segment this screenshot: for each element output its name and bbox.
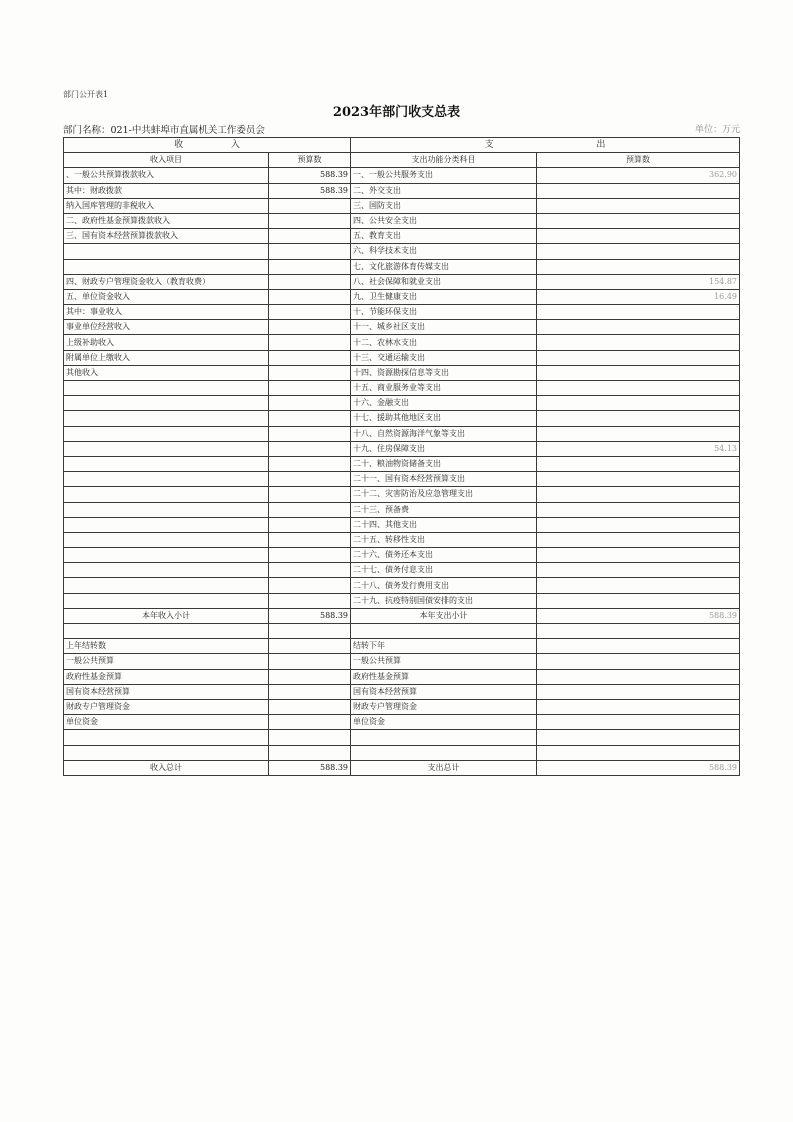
income-budget-cell: [269, 365, 351, 380]
expense-budget-cell: [537, 411, 740, 426]
income-item-header: 收入项目: [64, 153, 269, 168]
expense-budget-cell: [537, 472, 740, 487]
expense-item-cell: 十八、自然资源海洋气象等支出: [351, 426, 537, 441]
income-item-cell: 三、国有资本经营预算拨款收入: [64, 229, 269, 244]
table-row: [64, 396, 740, 411]
income-budget-cell: [269, 350, 351, 365]
expense-item-cell: 单位资金: [351, 715, 537, 730]
expense-budget-cell: [537, 305, 740, 320]
table-row: [64, 441, 740, 456]
expense-item-cell: 九、卫生健康支出: [351, 289, 537, 304]
income-item-cell: [64, 578, 269, 593]
expense-budget-cell: [537, 487, 740, 502]
expense-item-cell: [351, 745, 537, 760]
expense-item-cell: 二十、粮油物资储备支出: [351, 456, 537, 471]
income-budget-cell: [269, 532, 351, 547]
income-item-cell: 一般公共预算: [64, 654, 269, 669]
table-row: [64, 745, 740, 760]
income-item-cell: 二、政府性基金预算拨款收入: [64, 213, 269, 228]
income-section-header: 收 入: [64, 138, 351, 153]
income-budget-cell: [269, 441, 351, 456]
budget-summary-table: [63, 137, 740, 776]
expense-item-cell: 二、外交支出: [351, 183, 537, 198]
income-item-cell: [64, 624, 269, 639]
income-item-cell: 国有资本经营预算: [64, 684, 269, 699]
income-budget-cell: [269, 229, 351, 244]
income-item-cell: 财政专户管理资金: [64, 699, 269, 714]
table-row: [64, 487, 740, 502]
expense-budget-cell: 16.49: [537, 289, 740, 304]
table-row: [64, 168, 740, 183]
expense-budget-cell: [537, 365, 740, 380]
expense-budget-cell: [537, 502, 740, 517]
income-item-cell: 其他收入: [64, 365, 269, 380]
expense-item-cell: 二十一、国有资本经营预算支出: [351, 472, 537, 487]
income-item-cell: 事业单位经营收入: [64, 320, 269, 335]
income-budget-cell: [269, 335, 351, 350]
expense-budget-cell: [537, 563, 740, 578]
expense-budget-cell: [537, 730, 740, 745]
expense-item-cell: 十四、资源勘探信息等支出: [351, 365, 537, 380]
expense-budget-cell: 54.13: [537, 441, 740, 456]
expense-budget-cell: [537, 335, 740, 350]
expense-budget-cell: [537, 699, 740, 714]
table-row: [64, 411, 740, 426]
table-row: [64, 472, 740, 487]
expense-item-cell: 一般公共预算: [351, 654, 537, 669]
expense-item-cell: 五、教育支出: [351, 229, 537, 244]
expense-budget-cell: [537, 320, 740, 335]
income-item-cell: 其中：财政拨款: [64, 183, 269, 198]
expense-item-cell: 一、一般公共服务支出: [351, 168, 537, 183]
expense-budget-header: 预算数: [537, 153, 740, 168]
income-budget-cell: [269, 198, 351, 213]
table-row: [64, 578, 740, 593]
income-item-cell: 纳入国库管理的非税收入: [64, 198, 269, 213]
income-item-cell: [64, 532, 269, 547]
expense-item-cell: 二十四、其他支出: [351, 517, 537, 532]
expense-item-cell: 二十八、债务发行费用支出: [351, 578, 537, 593]
income-item-cell: 本年收入小计: [64, 608, 269, 623]
income-budget-cell: [269, 305, 351, 320]
expense-item-cell: 十九、住房保障支出: [351, 441, 537, 456]
expense-budget-cell: [537, 593, 740, 608]
expense-item-cell: 八、社会保障和就业支出: [351, 274, 537, 289]
income-item-cell: [64, 593, 269, 608]
expense-item-cell: 二十二、灾害防治及应急管理支出: [351, 487, 537, 502]
expense-item-cell: 二十九、抗疫特别国债安排的支出: [351, 593, 537, 608]
income-item-cell: [64, 563, 269, 578]
expense-item-cell: 国有资本经营预算: [351, 684, 537, 699]
table-row: [64, 213, 740, 228]
income-budget-cell: [269, 244, 351, 259]
table-row: [64, 715, 740, 730]
income-budget-cell: [269, 213, 351, 228]
income-budget-cell: [269, 396, 351, 411]
income-budget-cell: [269, 456, 351, 471]
expense-item-cell: 七、文化旅游体育传媒支出: [351, 259, 537, 274]
income-item-cell: [64, 244, 269, 259]
expense-budget-cell: [537, 456, 740, 471]
income-budget-cell: [269, 381, 351, 396]
income-item-cell: [64, 730, 269, 745]
table-row: [64, 684, 740, 699]
income-budget-cell: [269, 624, 351, 639]
income-budget-cell: [269, 517, 351, 532]
table-row: [64, 669, 740, 684]
table-row: [64, 259, 740, 274]
expense-budget-cell: [537, 669, 740, 684]
table-row: [64, 730, 740, 745]
income-budget-cell: [269, 684, 351, 699]
income-budget-cell: [269, 487, 351, 502]
income-budget-header: 预算数: [269, 153, 351, 168]
unit-label: 单位：万元: [695, 125, 741, 135]
expense-budget-cell: [537, 244, 740, 259]
page-title: 2023年部门收支总表: [332, 105, 461, 120]
expense-budget-cell: 362.90: [537, 168, 740, 183]
department-name: 部门名称：021-中共蚌埠市直属机关工作委员会: [63, 125, 265, 136]
expense-item-cell: 结转下年: [351, 639, 537, 654]
income-item-cell: 四、财政专户管理资金收入（教育收费）: [64, 274, 269, 289]
table-row: [64, 320, 740, 335]
income-item-cell: 、一般公共预算拨款收入: [64, 168, 269, 183]
expense-item-cell: [351, 730, 537, 745]
income-item-cell: [64, 411, 269, 426]
income-item-cell: [64, 456, 269, 471]
table-row: [64, 517, 740, 532]
table-row: [64, 381, 740, 396]
header-row-columns: [64, 153, 740, 168]
income-budget-cell: [269, 669, 351, 684]
expense-item-cell: 二十七、债务付息支出: [351, 563, 537, 578]
income-item-cell: [64, 472, 269, 487]
expense-budget-cell: 154.87: [537, 274, 740, 289]
expense-item-cell: 二十五、转移性支出: [351, 532, 537, 547]
expense-section-header: 支 出: [351, 138, 740, 153]
table-row: [64, 548, 740, 563]
income-budget-cell: [269, 502, 351, 517]
income-budget-cell: [269, 320, 351, 335]
expense-budget-cell: [537, 578, 740, 593]
expense-budget-cell: 588.39: [537, 608, 740, 623]
income-item-cell: [64, 502, 269, 517]
table-row: [64, 654, 740, 669]
table-row: [64, 229, 740, 244]
expense-item-cell: 十、节能环保支出: [351, 305, 537, 320]
table-row: [64, 350, 740, 365]
table-body: [64, 168, 740, 776]
income-budget-cell: 588.39: [269, 183, 351, 198]
expense-budget-cell: [537, 259, 740, 274]
income-item-cell: [64, 745, 269, 760]
income-budget-cell: 588.39: [269, 608, 351, 623]
expense-item-cell: 支出总计: [351, 760, 537, 775]
expense-item-header: 支出功能分类科目: [351, 153, 537, 168]
expense-budget-cell: [537, 639, 740, 654]
expense-item-cell: 十七、援助其他地区支出: [351, 411, 537, 426]
income-item-cell: 上年结转数: [64, 639, 269, 654]
income-budget-cell: [269, 548, 351, 563]
table-row: [64, 760, 740, 775]
income-budget-cell: [269, 274, 351, 289]
table-row: [64, 244, 740, 259]
table-row: [64, 563, 740, 578]
expense-item-cell: 十三、交通运输支出: [351, 350, 537, 365]
income-item-cell: 附属单位上缴收入: [64, 350, 269, 365]
expense-item-cell: 十二、农林水支出: [351, 335, 537, 350]
expense-item-cell: 二十三、预备费: [351, 502, 537, 517]
income-item-cell: [64, 487, 269, 502]
expense-budget-cell: [537, 548, 740, 563]
table-row: [64, 365, 740, 380]
income-item-cell: [64, 548, 269, 563]
expense-budget-cell: [537, 350, 740, 365]
expense-item-cell: 十一、城乡社区支出: [351, 320, 537, 335]
table-row: [64, 593, 740, 608]
income-budget-cell: [269, 593, 351, 608]
income-budget-cell: [269, 411, 351, 426]
income-item-cell: [64, 381, 269, 396]
expense-item-cell: 政府性基金预算: [351, 669, 537, 684]
expense-item-cell: 四、公共安全支出: [351, 213, 537, 228]
income-budget-cell: [269, 426, 351, 441]
income-budget-cell: [269, 699, 351, 714]
table-row: [64, 305, 740, 320]
expense-budget-cell: [537, 517, 740, 532]
table-row: [64, 456, 740, 471]
expense-item-cell: 财政专户管理资金: [351, 699, 537, 714]
income-budget-cell: [269, 639, 351, 654]
expense-budget-cell: 588.39: [537, 760, 740, 775]
expense-item-cell: [351, 624, 537, 639]
income-item-cell: 其中：事业收入: [64, 305, 269, 320]
expense-item-cell: 六、科学技术支出: [351, 244, 537, 259]
income-budget-cell: [269, 715, 351, 730]
table-row: [64, 289, 740, 304]
expense-budget-cell: [537, 624, 740, 639]
expense-budget-cell: [537, 198, 740, 213]
income-budget-cell: [269, 472, 351, 487]
expense-budget-cell: [537, 426, 740, 441]
expense-budget-cell: [537, 532, 740, 547]
expense-budget-cell: [537, 229, 740, 244]
income-budget-cell: [269, 730, 351, 745]
income-item-cell: 五、单位资金收入: [64, 289, 269, 304]
table-row: [64, 183, 740, 198]
income-budget-cell: [269, 563, 351, 578]
table-row: [64, 608, 740, 623]
income-budget-cell: [269, 289, 351, 304]
expense-budget-cell: [537, 715, 740, 730]
income-budget-cell: [269, 578, 351, 593]
expense-item-cell: 十六、金融支出: [351, 396, 537, 411]
expense-budget-cell: [537, 213, 740, 228]
table-row: [64, 335, 740, 350]
income-item-cell: 单位资金: [64, 715, 269, 730]
expense-budget-cell: [537, 381, 740, 396]
income-item-cell: 上级补助收入: [64, 335, 269, 350]
income-item-cell: [64, 396, 269, 411]
expense-item-cell: 三、国防支出: [351, 198, 537, 213]
income-budget-cell: [269, 259, 351, 274]
income-budget-cell: 588.39: [269, 760, 351, 775]
table-row: [64, 274, 740, 289]
expense-item-cell: 十五、商业服务业等支出: [351, 381, 537, 396]
income-item-cell: [64, 517, 269, 532]
header-row-sections: [64, 138, 740, 153]
table-row: [64, 699, 740, 714]
expense-budget-cell: [537, 684, 740, 699]
table-row: [64, 624, 740, 639]
table-row: [64, 532, 740, 547]
table-row: [64, 502, 740, 517]
income-item-cell: [64, 259, 269, 274]
income-item-cell: 收入总计: [64, 760, 269, 775]
table-row: [64, 639, 740, 654]
table-row: [64, 198, 740, 213]
income-item-cell: 政府性基金预算: [64, 669, 269, 684]
expense-budget-cell: [537, 654, 740, 669]
expense-budget-cell: [537, 745, 740, 760]
expense-item-cell: 二十六、债务还本支出: [351, 548, 537, 563]
income-budget-cell: 588.39: [269, 168, 351, 183]
income-item-cell: [64, 441, 269, 456]
table-row: [64, 426, 740, 441]
expense-budget-cell: [537, 183, 740, 198]
form-id-label: 部门公开表1: [63, 90, 109, 99]
expense-item-cell: 本年支出小计: [351, 608, 537, 623]
income-item-cell: [64, 426, 269, 441]
income-budget-cell: [269, 745, 351, 760]
income-budget-cell: [269, 654, 351, 669]
expense-budget-cell: [537, 396, 740, 411]
